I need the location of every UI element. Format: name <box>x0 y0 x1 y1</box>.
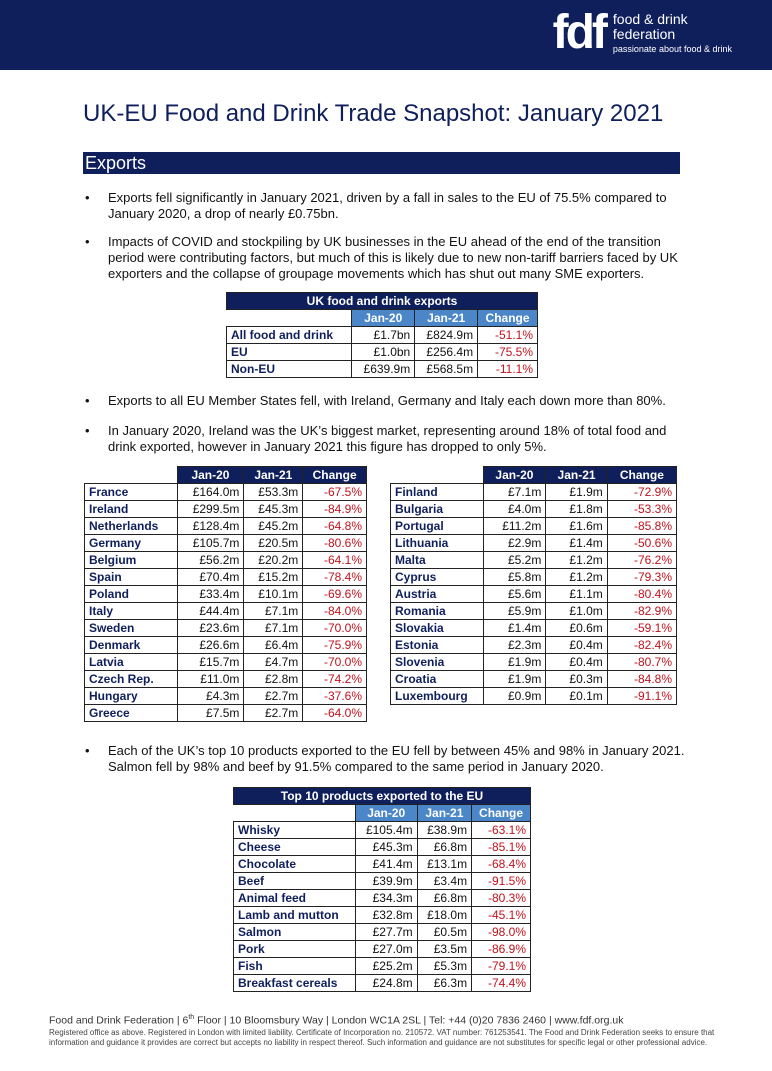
change-value: -80.7% <box>607 654 676 671</box>
row-label: Poland <box>85 586 178 603</box>
row-label: All food and drink <box>227 327 352 344</box>
jan-20-value: £23.6m <box>177 620 244 637</box>
row-label: Romania <box>391 603 484 620</box>
table-row <box>391 637 677 654</box>
jan-21-value: £1.4m <box>546 535 607 552</box>
jan-20-value: £2.3m <box>483 637 546 654</box>
jan-20-value: £27.7m <box>355 924 417 941</box>
row-label: Italy <box>85 603 178 620</box>
change-value: -72.9% <box>607 484 676 501</box>
jan-20-value: £5.6m <box>483 586 546 603</box>
row-label: Austria <box>391 586 484 603</box>
jan-21-value: £824.9m <box>415 327 478 344</box>
section-heading-label: Exports <box>85 153 147 173</box>
change-value: -50.6% <box>607 535 676 552</box>
jan-20-value: £45.3m <box>355 839 417 856</box>
row-label: Beef <box>234 873 356 890</box>
table-row <box>227 344 538 361</box>
table-row <box>85 654 367 671</box>
jan-21-value: £45.2m <box>244 518 303 535</box>
change-value: -69.6% <box>303 586 367 603</box>
jan-21-value: £53.3m <box>244 484 303 501</box>
jan-20-value: £34.3m <box>355 890 417 907</box>
table-row <box>227 361 538 378</box>
change-value: -64.8% <box>303 518 367 535</box>
change-value: -84.8% <box>607 671 676 688</box>
bullet-icon: • <box>85 743 90 758</box>
table-row <box>391 654 677 671</box>
row-label: Germany <box>85 535 178 552</box>
column-header: Jan-21 <box>415 310 478 327</box>
table-row <box>85 569 367 586</box>
table-row <box>234 924 531 941</box>
jan-20-value: £1.4m <box>483 620 546 637</box>
table-row <box>391 501 677 518</box>
table-row <box>85 620 367 637</box>
jan-21-value: £7.1m <box>244 620 303 637</box>
row-label: Sweden <box>85 620 178 637</box>
table-row <box>234 958 531 975</box>
jan-21-value: £2.7m <box>244 688 303 705</box>
bullet-text: Exports to all EU Member States fell, with Ireland, Germany and Italy each down more than 80%. <box>108 393 666 408</box>
change-value: -91.5% <box>472 873 531 890</box>
change-value: -70.0% <box>303 654 367 671</box>
change-value: -59.1% <box>607 620 676 637</box>
row-label: Denmark <box>85 637 178 654</box>
logo-line-1: food & drink <box>612 10 688 27</box>
change-value: -76.2% <box>607 552 676 569</box>
table-row <box>234 941 531 958</box>
bullet-icon: • <box>85 393 90 408</box>
jan-21-value: £1.0m <box>546 603 607 620</box>
change-value: -86.9% <box>472 941 531 958</box>
table-row <box>234 856 531 873</box>
change-value: -84.0% <box>303 603 367 620</box>
change-value: -53.3% <box>607 501 676 518</box>
header-blank <box>227 310 352 327</box>
jan-21-value: £20.5m <box>244 535 303 552</box>
jan-20-value: £70.4m <box>177 569 244 586</box>
jan-20-value: £44.4m <box>177 603 244 620</box>
column-header: Change <box>478 310 538 327</box>
row-label: Slovakia <box>391 620 484 637</box>
jan-21-value: £256.4m <box>415 344 478 361</box>
row-label: France <box>85 484 178 501</box>
change-value: -82.4% <box>607 637 676 654</box>
table-row <box>391 603 677 620</box>
jan-21-value: £6.3m <box>417 975 471 992</box>
table-row <box>234 890 531 907</box>
column-header: Jan-21 <box>244 467 303 484</box>
table-row <box>234 822 531 839</box>
jan-21-value: £7.1m <box>244 603 303 620</box>
jan-21-value: £0.1m <box>546 688 607 705</box>
jan-21-value: £1.8m <box>546 501 607 518</box>
change-value: -63.1% <box>472 822 531 839</box>
jan-20-value: £7.1m <box>483 484 546 501</box>
jan-21-value: £38.9m <box>417 822 471 839</box>
footer-address-a: Food and Drink Federation | 6 <box>49 1014 189 1027</box>
header-blank <box>391 467 484 484</box>
change-value: -98.0% <box>472 924 531 941</box>
table-row <box>85 518 367 535</box>
logo-tagline: passionate about food & drink <box>612 43 732 54</box>
jan-20-value: £1.7bn <box>352 327 415 344</box>
column-header: Change <box>303 467 367 484</box>
table-row <box>85 671 367 688</box>
bullet-icon: • <box>85 190 90 205</box>
row-label: Cheese <box>234 839 356 856</box>
jan-21-value: £568.5m <box>415 361 478 378</box>
table-row <box>391 671 677 688</box>
column-header: Jan-20 <box>352 310 415 327</box>
jan-21-value: £45.3m <box>244 501 303 518</box>
change-value: -79.3% <box>607 569 676 586</box>
jan-21-value: £10.1m <box>244 586 303 603</box>
row-label: Non-EU <box>227 361 352 378</box>
jan-20-value: £32.8m <box>355 907 417 924</box>
row-label: Chocolate <box>234 856 356 873</box>
column-header: Change <box>472 805 531 822</box>
row-label: Malta <box>391 552 484 569</box>
column-header: Jan-21 <box>417 805 471 822</box>
footer-address-sup: th <box>188 1014 195 1021</box>
section-heading-exports <box>83 152 680 174</box>
change-value: -45.1% <box>472 907 531 924</box>
row-label: Czech Rep. <box>85 671 178 688</box>
jan-20-value: £299.5m <box>177 501 244 518</box>
change-value: -85.1% <box>472 839 531 856</box>
jan-21-value: £6.8m <box>417 890 471 907</box>
table-row <box>85 586 367 603</box>
jan-21-value: £0.5m <box>417 924 471 941</box>
jan-20-value: £4.0m <box>483 501 546 518</box>
jan-20-value: £164.0m <box>177 484 244 501</box>
jan-20-value: £0.9m <box>483 688 546 705</box>
row-label: Bulgaria <box>391 501 484 518</box>
change-value: -75.5% <box>478 344 538 361</box>
change-value: -85.8% <box>607 518 676 535</box>
row-label: Slovenia <box>391 654 484 671</box>
column-header: Jan-20 <box>355 805 417 822</box>
jan-20-value: £33.4m <box>177 586 244 603</box>
logo-mark: fdf <box>552 6 605 59</box>
footer-address <box>49 1014 739 1027</box>
change-value: -64.0% <box>303 705 367 722</box>
jan-20-value: £1.0bn <box>352 344 415 361</box>
jan-21-value: £6.8m <box>417 839 471 856</box>
jan-20-value: £25.2m <box>355 958 417 975</box>
jan-21-value: £3.5m <box>417 941 471 958</box>
row-label: Luxembourg <box>391 688 484 705</box>
row-label: Portugal <box>391 518 484 535</box>
jan-21-value: £18.0m <box>417 907 471 924</box>
row-label: Netherlands <box>85 518 178 535</box>
footer-address-b: Floor | 10 Bloomsbury Way | London WC1A 2SL | Tel: +44 (0)20 7836 2460 | www.fdf.org.uk <box>194 1014 624 1027</box>
jan-21-value: £1.6m <box>546 518 607 535</box>
table-row <box>85 501 367 518</box>
jan-20-value: £1.9m <box>483 671 546 688</box>
jan-20-value: £56.2m <box>177 552 244 569</box>
change-value: -51.1% <box>478 327 538 344</box>
row-label: Fish <box>234 958 356 975</box>
table-row <box>85 484 367 501</box>
column-header: Jan-20 <box>483 467 546 484</box>
bullet-text: Exports fell significantly in January 2021, driven by a fall in sales to the EU of 75.5% compared to January 2020, a drop of nearly £0.75bn. <box>108 190 667 221</box>
table-row <box>391 688 677 705</box>
table-row <box>391 620 677 637</box>
bullet-icon: • <box>85 234 90 249</box>
header-blank <box>85 467 178 484</box>
row-label: Lamb and mutton <box>234 907 356 924</box>
jan-20-value: £5.9m <box>483 603 546 620</box>
row-label: Animal feed <box>234 890 356 907</box>
jan-21-value: £2.8m <box>244 671 303 688</box>
change-value: -74.2% <box>303 671 367 688</box>
table-row <box>391 484 677 501</box>
jan-20-value: £639.9m <box>352 361 415 378</box>
footer-legal: Registered office as above. Registered in London with limited liability. Certificate of Incorporation no. 210572. VAT number: 761253541. The Food and Drink Federation seeks to ensure that information and guidance it provides are correct but accepts no liability in respect thereof. Such information and guidance are not substitutes for specific legal or other professional advice. <box>49 1028 715 1047</box>
logo-text <box>613 12 732 55</box>
table-row <box>227 327 538 344</box>
jan-21-value: £20.2m <box>244 552 303 569</box>
jan-21-value: £1.1m <box>546 586 607 603</box>
jan-20-value: £128.4m <box>177 518 244 535</box>
page-title: UK-EU Food and Drink Trade Snapshot: January 2021 <box>83 100 664 127</box>
jan-20-value: £11.0m <box>177 671 244 688</box>
change-value: -70.0% <box>303 620 367 637</box>
row-label: Croatia <box>391 671 484 688</box>
jan-20-value: £105.7m <box>177 535 244 552</box>
row-label: Breakfast cereals <box>234 975 356 992</box>
jan-20-value: £11.2m <box>483 518 546 535</box>
jan-21-value: £1.9m <box>546 484 607 501</box>
table-row <box>85 705 367 722</box>
row-label: Finland <box>391 484 484 501</box>
jan-21-value: £13.1m <box>417 856 471 873</box>
change-value: -91.1% <box>607 688 676 705</box>
row-label: Spain <box>85 569 178 586</box>
table-row <box>85 688 367 705</box>
row-label: Hungary <box>85 688 178 705</box>
country-exports-table-right <box>390 466 677 705</box>
change-value: -84.9% <box>303 501 367 518</box>
row-label: Whisky <box>234 822 356 839</box>
column-header: Jan-20 <box>177 467 244 484</box>
table-title: Top 10 products exported to the EU <box>234 788 531 805</box>
row-label: Lithuania <box>391 535 484 552</box>
bullet-text: Each of the UK’s top 10 products exported to the EU fell by between 45% and 98% in January 2021. Salmon fell by 98% and beef by 91.5% compared to the same period in January 2020. <box>108 743 685 774</box>
table-row <box>85 552 367 569</box>
change-value: -75.9% <box>303 637 367 654</box>
jan-20-value: £5.2m <box>483 552 546 569</box>
change-value: -67.5% <box>303 484 367 501</box>
logo-line-2: federation <box>612 25 676 42</box>
change-value: -11.1% <box>478 361 538 378</box>
jan-20-value: £4.3m <box>177 688 244 705</box>
jan-20-value: £2.9m <box>483 535 546 552</box>
change-value: -78.4% <box>303 569 367 586</box>
row-label: Cyprus <box>391 569 484 586</box>
header-blank <box>234 805 356 822</box>
jan-20-value: £39.9m <box>355 873 417 890</box>
table-row <box>391 569 677 586</box>
column-header: Change <box>607 467 676 484</box>
row-label: Greece <box>85 705 178 722</box>
bullet-text: In January 2020, Ireland was the UK’s biggest market, representing around 18% of total food and drink exported, however in January 2021 this figure has dropped to only 5%. <box>108 423 667 454</box>
page-header <box>0 0 772 70</box>
jan-21-value: £0.4m <box>546 654 607 671</box>
table-row <box>391 518 677 535</box>
row-label: Belgium <box>85 552 178 569</box>
jan-21-value: £0.4m <box>546 637 607 654</box>
jan-20-value: £7.5m <box>177 705 244 722</box>
jan-21-value: £5.3m <box>417 958 471 975</box>
jan-21-value: £3.4m <box>417 873 471 890</box>
table-row <box>391 586 677 603</box>
table-row <box>391 535 677 552</box>
change-value: -80.6% <box>303 535 367 552</box>
jan-20-value: £27.0m <box>355 941 417 958</box>
jan-20-value: £105.4m <box>355 822 417 839</box>
bullet-text: Impacts of COVID and stockpiling by UK businesses in the EU ahead of the end of the transition period were contributing factors, but much of this is likely due to new non-tariff barriers faced by UK exporters and the collapse of groupage movements which has shut out many SME exporters. <box>108 234 678 281</box>
row-label: Latvia <box>85 654 178 671</box>
table-row <box>391 552 677 569</box>
row-label: Ireland <box>85 501 178 518</box>
table-row <box>85 637 367 654</box>
jan-20-value: £24.8m <box>355 975 417 992</box>
fdf-logo <box>553 8 732 58</box>
table-row <box>234 873 531 890</box>
jan-21-value: £6.4m <box>244 637 303 654</box>
bullet-icon: • <box>85 423 90 438</box>
table-row <box>234 975 531 992</box>
row-label: Pork <box>234 941 356 958</box>
jan-21-value: £2.7m <box>244 705 303 722</box>
change-value: -79.1% <box>472 958 531 975</box>
country-exports-table-left <box>84 466 367 722</box>
jan-20-value: £1.9m <box>483 654 546 671</box>
uk-exports-table <box>226 292 538 378</box>
jan-20-value: £5.8m <box>483 569 546 586</box>
table-row <box>85 535 367 552</box>
top-products-table <box>233 787 531 992</box>
column-header: Jan-21 <box>546 467 607 484</box>
table-row <box>234 839 531 856</box>
change-value: -80.4% <box>607 586 676 603</box>
jan-20-value: £26.6m <box>177 637 244 654</box>
change-value: -82.9% <box>607 603 676 620</box>
jan-20-value: £41.4m <box>355 856 417 873</box>
jan-21-value: £1.2m <box>546 569 607 586</box>
change-value: -64.1% <box>303 552 367 569</box>
jan-21-value: £0.6m <box>546 620 607 637</box>
jan-21-value: £4.7m <box>244 654 303 671</box>
jan-21-value: £15.2m <box>244 569 303 586</box>
table-row <box>85 603 367 620</box>
row-label: Salmon <box>234 924 356 941</box>
row-label: Estonia <box>391 637 484 654</box>
jan-21-value: £0.3m <box>546 671 607 688</box>
change-value: -74.4% <box>472 975 531 992</box>
jan-21-value: £1.2m <box>546 552 607 569</box>
jan-20-value: £15.7m <box>177 654 244 671</box>
change-value: -80.3% <box>472 890 531 907</box>
row-label: EU <box>227 344 352 361</box>
change-value: -37.6% <box>303 688 367 705</box>
table-title: UK food and drink exports <box>227 293 538 310</box>
change-value: -68.4% <box>472 856 531 873</box>
table-row <box>234 907 531 924</box>
